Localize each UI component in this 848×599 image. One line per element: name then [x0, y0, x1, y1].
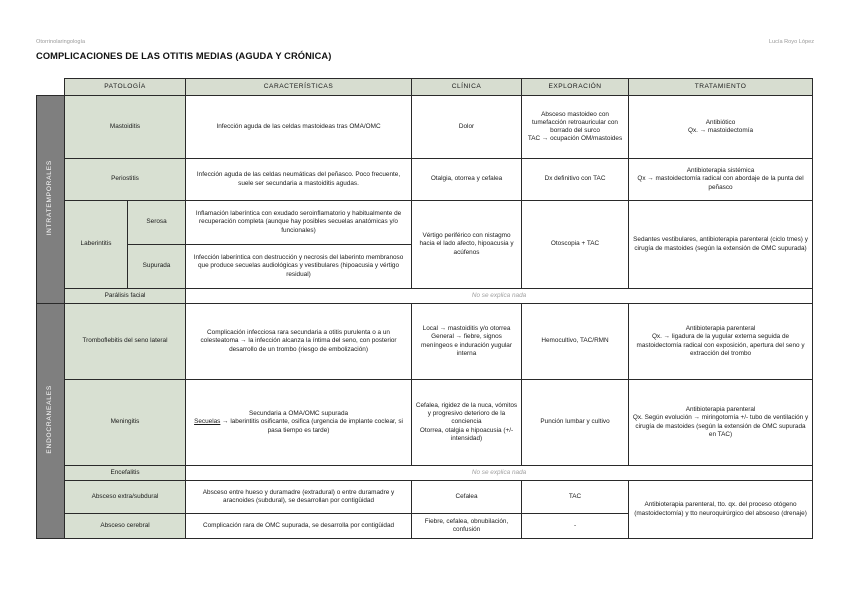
column-header-tratamiento: TRATAMIENTO: [629, 79, 813, 96]
column-header-patologia: PATOLOGÍA: [65, 79, 186, 96]
table-header-row: [37, 79, 813, 96]
subject-label: Otorrinolaringología: [36, 39, 86, 45]
table-row: [37, 289, 813, 304]
column-header-clinica: CLÍNICA: [412, 79, 522, 96]
clinica-meningitis: [412, 380, 522, 466]
column-header-caracteristicas: CARACTERÍSTICAS: [186, 79, 412, 96]
group-endocraneales: [37, 304, 65, 539]
patologia-paralisis-facial: Parálisis facial: [65, 289, 186, 304]
exploracion-tromboflebitis: Hemocultivo, TAC/RMN: [522, 304, 629, 380]
caracteristicas-periostitis: Infección aguda de las celdas neumáticas del peñasco. Poco frecuente, suele ser secundaria a mastoiditis agudas.: [186, 159, 412, 201]
table-row: [37, 304, 813, 380]
table-row: [37, 201, 813, 245]
clinica-absceso-extra-subdural: Cefalea: [412, 481, 522, 514]
exploracion-absceso-cerebral: -: [522, 514, 629, 539]
table-row: [37, 481, 813, 514]
patologia-meningitis: Meningitis: [65, 380, 186, 466]
table-row: [37, 159, 813, 201]
tratamiento-periostitis: Antibioterapia sistémica Qx → mastoidectomía radical con abordaje de la punta del peñasco: [629, 159, 813, 201]
meningitis-clinica-2: Otorrea, otalgia e hipoacusia (+/- intensidad): [419, 426, 514, 442]
group-label-endocraneales: ENDOCRANEALES: [46, 385, 54, 454]
patologia-mastoiditis: Mastoiditis: [65, 96, 186, 159]
header-corner: [37, 79, 65, 96]
author-label: Lucía Royo López: [768, 39, 814, 45]
patologia-laberintitis: Laberintitis: [65, 201, 128, 289]
complications-table: [36, 78, 813, 539]
group-intratemporales: [37, 96, 65, 304]
caracteristicas-laberintitis-supurada: Infección laberíntica con destrucción y necrosis del laberinto membranoso que produce secuelas audiológicas y vestibulares (hipoacusia y vértigo residual): [186, 245, 412, 289]
exploracion-laberintitis: Otoscopia + TAC: [522, 201, 629, 289]
column-header-exploracion: EXPLORACIÓN: [522, 79, 629, 96]
patologia-absceso-extra-subdural: Absceso extra/subdural: [65, 481, 186, 514]
table-row: [37, 96, 813, 159]
clinica-mastoiditis: Dolor: [412, 96, 522, 159]
meningitis-secuelas: [189, 418, 408, 434]
patologia-tromboflebitis: Tromboflebitis del seno lateral: [65, 304, 186, 380]
tratamiento-mastoiditis: Antibiótico Qx. → mastoidectomía: [629, 96, 813, 159]
exploracion-meningitis: Punción lumbar y cultivo: [522, 380, 629, 466]
tratamiento-tromboflebitis: Antibioterapia parenteral Qx. → ligadura de la yugular externa seguida de mastoidectomía radical con exposición, apertura del seno y extracción del trombo: [629, 304, 813, 380]
table-row: [37, 466, 813, 481]
tratamiento-absceso: Antibioterapia parenteral, tto. qx. del proceso otógeno (mastoidectomía) y tto neuroquirúrgico del absceso (drenaje): [629, 481, 813, 539]
clinica-tromboflebitis: Local → mastoiditis y/o otorrea General → fiebre, signos meníngeos e induración yugular interna: [412, 304, 522, 380]
caracteristicas-absceso-cerebral: Complicación rara de OMC supurada, se desarrolla por contigüidad: [186, 514, 412, 539]
clinica-laberintitis: Vértigo periférico con nistagmo hacia el lado afecto, hipoacusia y acúfenos: [412, 201, 522, 289]
exploracion-mastoiditis: Absceso mastoideo con tumefacción retroauricular con borrado del surco TAC → ocupación OM/mastoides: [522, 96, 629, 159]
caracteristicas-absceso-extra-subdural: Absceso entre hueso y duramadre (extradural) o entre duramadre y aracnoides (subdural), se desarrollan por contigüidad: [186, 481, 412, 514]
note-encefalitis: No se explica nada: [186, 466, 813, 481]
secuelas-text: → laberintitis osificante, osifica (urgencia de implante coclear, si pasa tiempo es tarde): [220, 418, 403, 434]
tratamiento-meningitis: Antibioterapia parenteral Qx. Según evolución → miringotomía +/- tubo de ventilación y cirugía de mastoides (según la extensión de OMC supurada en TAC): [629, 380, 813, 466]
caracteristicas-mastoiditis: Infección aguda de las celdas mastoideas tras OMA/OMC: [186, 96, 412, 159]
note-paralisis-facial: No se explica nada: [186, 289, 813, 304]
meningitis-summary: Secundaria a OMA/OMC supurada: [248, 410, 349, 418]
patologia-encefalitis: Encefalitis: [65, 466, 186, 481]
clinica-periostitis: Otalgia, otorrea y cefalea: [412, 159, 522, 201]
secuelas-label: Secuelas: [194, 418, 221, 426]
meningitis-clinica-1: Cefalea, rigidez de la nuca, vómitos y progresivo deterioro de la conciencia: [415, 402, 518, 426]
group-label-intratemporales: INTRATEMPORALES: [46, 160, 54, 236]
exploracion-absceso-extra-subdural: TAC: [522, 481, 629, 514]
laberintitis-serosa-label: Serosa: [128, 201, 186, 245]
caracteristicas-tromboflebitis: Complicación infecciosa rara secundaria a otitis purulenta o a un colesteatoma → la infección alcanza la íntima del seno, con posterior desarrollo de un trombo (riesgo de embolización): [186, 304, 412, 380]
tratamiento-laberintitis: Sedantes vestibulares, antibioterapia parenteral (ciclo tmes) y cirugía de mastoides (según la extensión de OMC supurada): [629, 201, 813, 289]
exploracion-periostitis: Dx definitivo con TAC: [522, 159, 629, 201]
page-title: COMPLICACIONES DE LAS OTITIS MEDIAS (AGUDA Y CRÓNICA): [36, 51, 332, 61]
laberintitis-supurada-label: Supurada: [128, 245, 186, 289]
table-row: [37, 380, 813, 466]
patologia-periostitis: Periostitis: [65, 159, 186, 201]
caracteristicas-laberintitis-serosa: Inflamación laberíntica con exudado seroinflamatorio y habitualmente de recuperación completa (aunque hay posibles secuelas anatómicas y/o funcionales): [186, 201, 412, 245]
patologia-absceso-cerebral: Absceso cerebral: [65, 514, 186, 539]
clinica-absceso-cerebral: Fiebre, cefalea, obnubilación, confusión: [412, 514, 522, 539]
caracteristicas-meningitis: [186, 380, 412, 466]
